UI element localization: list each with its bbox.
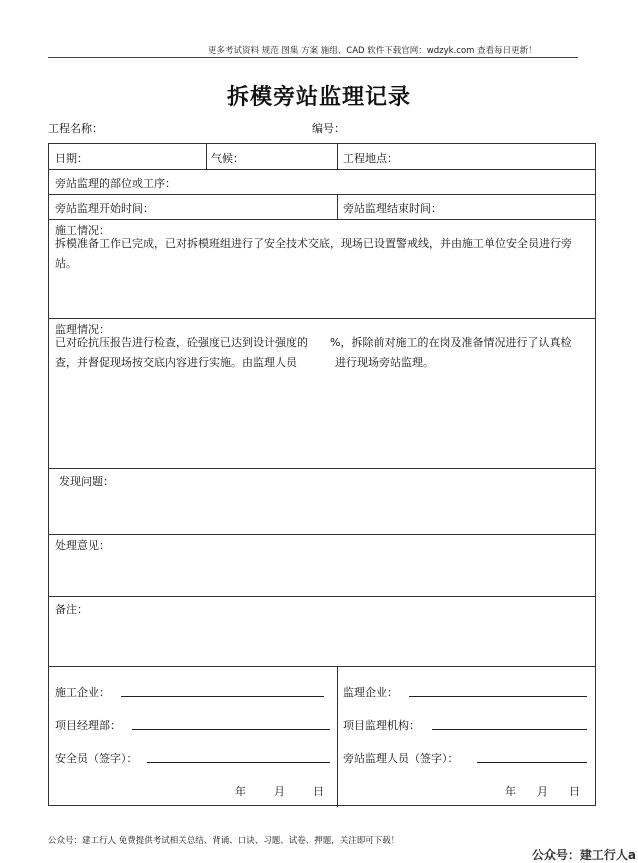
weather-label: 气候： bbox=[211, 152, 244, 165]
date-month: 月 bbox=[274, 785, 285, 798]
date-month: 月 bbox=[537, 785, 548, 798]
project-name-label: 工程名称： bbox=[48, 122, 103, 135]
issues-label: 发现问题： bbox=[59, 475, 114, 488]
handling-label: 处理意见： bbox=[55, 539, 110, 552]
end-time-label: 旁站监理结束时间： bbox=[343, 202, 442, 215]
row-divider bbox=[49, 318, 595, 319]
construction-company-label: 施工企业： bbox=[55, 686, 110, 699]
signature-line[interactable] bbox=[409, 696, 587, 697]
col-divider bbox=[337, 144, 338, 169]
project-manager-label: 项目经理部： bbox=[55, 719, 121, 732]
supervision-text bbox=[55, 333, 591, 373]
signature-line[interactable] bbox=[121, 696, 324, 697]
start-time-label: 旁站监理开始时间： bbox=[55, 202, 154, 215]
safety-officer-label: 安全员（签字）： bbox=[55, 752, 138, 765]
record-form bbox=[48, 143, 596, 806]
header-divider bbox=[48, 57, 578, 58]
supervision-org-label: 项目监理机构： bbox=[343, 719, 420, 732]
part-label: 旁站监理的部位或工序： bbox=[55, 177, 176, 190]
supervision-company-label: 监理企业： bbox=[343, 686, 398, 699]
col-divider bbox=[337, 194, 338, 219]
date-year: 年 bbox=[235, 785, 246, 798]
strength-percent: %， bbox=[330, 336, 352, 349]
date-day: 日 bbox=[313, 785, 324, 798]
supervision-text-part: 拆除前对施工的在岗及准备情况进行了认真检查，并督促现场按交底内容进行实施。由监理人员 bbox=[55, 336, 572, 369]
page-title: 拆模旁站监理记录 bbox=[226, 84, 411, 110]
date-label: 日期： bbox=[55, 152, 88, 165]
supervision-label: 监理情况： bbox=[55, 323, 110, 336]
date-year: 年 bbox=[505, 785, 516, 798]
supervision-text-part: 进行现场旁站监理。 bbox=[335, 356, 434, 369]
remarks-label: 备注： bbox=[55, 603, 88, 616]
supervisor-signature-label: 旁站监理人员（签字）： bbox=[343, 752, 459, 765]
row-divider bbox=[49, 666, 595, 667]
supervision-text-part: 已对砼抗压报告进行检查，砼强度已达到设计强度的 bbox=[55, 336, 308, 349]
signature-line[interactable] bbox=[477, 762, 587, 763]
col-divider bbox=[206, 144, 207, 169]
row-divider bbox=[49, 596, 595, 597]
signature-line[interactable] bbox=[147, 762, 330, 763]
signature-line[interactable] bbox=[432, 729, 587, 730]
row-divider bbox=[49, 534, 595, 535]
header-note: 更多考试资料 规范 图集 方案 施组、CAD 软件下载官网：wdzyk.com 查看每日更新！ bbox=[208, 46, 537, 56]
wechat-watermark: 公众号：建工行人a bbox=[531, 848, 636, 862]
row-divider bbox=[49, 468, 595, 469]
location-label: 工程地点： bbox=[343, 152, 398, 165]
signature-line[interactable] bbox=[132, 729, 330, 730]
date-day: 日 bbox=[569, 785, 580, 798]
footer-note: 公众号：建工行人 免费提供考试相关总结、背诵、口诀、习题、试卷、押题，关注即可下载！ bbox=[48, 836, 400, 846]
row-divider bbox=[49, 169, 595, 170]
number-label: 编号： bbox=[312, 122, 345, 135]
construction-text: 拆模准备工作已完成，已对拆模班组进行了安全技术交底，现场已设置警戒线，并由施工单位安全员进行旁站。 bbox=[55, 237, 572, 270]
row-divider bbox=[49, 194, 595, 195]
row-divider bbox=[49, 219, 595, 220]
col-divider bbox=[337, 666, 338, 807]
construction-label: 施工情况： bbox=[55, 224, 110, 237]
